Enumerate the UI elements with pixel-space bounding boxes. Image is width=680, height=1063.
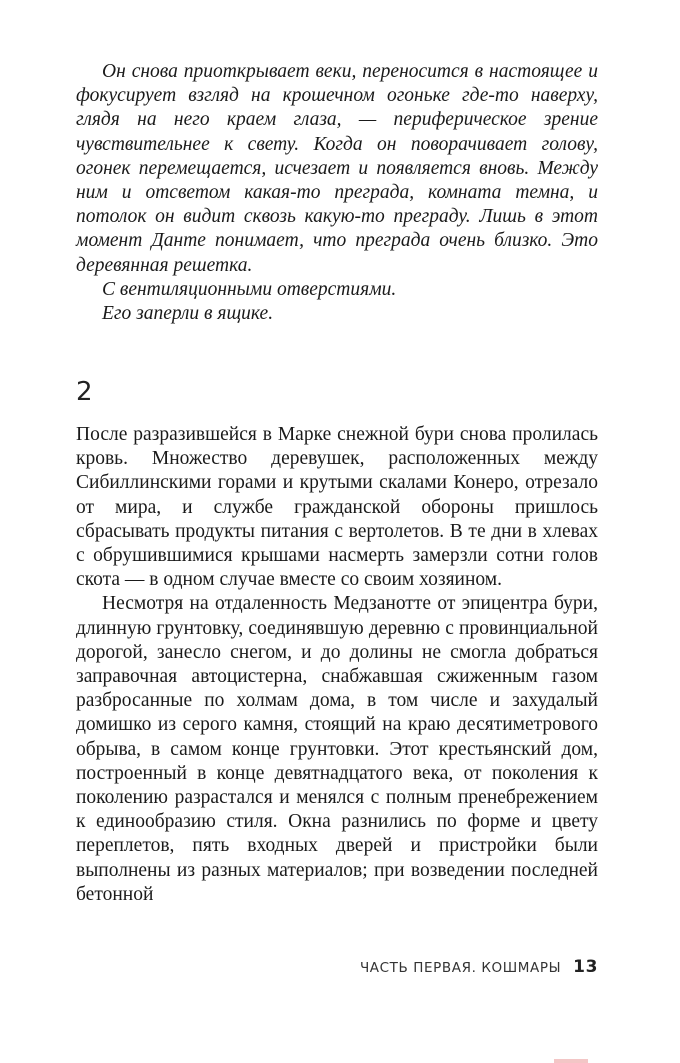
italic-passage	[76, 60, 598, 326]
italic-paragraph: Его заперли в ящике.	[102, 303, 274, 325]
corner-decoration	[554, 1059, 588, 1063]
body-paragraph: После разразившейся в Марке снежной бури снова пролилась кровь. Множество деревушек, расположенных между Сибиллинскими горами и крутыми скалами Конеро, отрезало от мира, и службе гражданской обороны пришлось сбрасывать продукты питания с вертолетов. В те дни в хлевах с обрушившимися крышами насмерть замерзли сотни голов скота — в одном случае вместе со своим хозяином.	[76, 424, 598, 591]
running-title: ЧАСТЬ ПЕРВАЯ. КОШМАРЫ	[359, 960, 562, 976]
italic-paragraph: Он снова приоткрывает веки, переносится в настоящее и фокусирует взгляд на крошечном огоньке где-то наверху, глядя на него краем глаза, — периферическое зрение чувствительнее к свету. Когда он поворачивает голову, огонек перемещается, исчезает и появляется вновь. Между ним и отсветом какая-то преграда, комната темна, и потолок он видит сквозь какую-то преграду. Лишь в этот момент Данте понимает, что преграда очень близко. Это деревянная решетка.	[76, 61, 598, 276]
body-paragraph: Несмотря на отдаленность Медзанотте от эпицентра бури, длинную грунтовку, соединявшую деревню с провинциальной дорогой, занесло снегом, и до долины не смогла добраться заправочная автоцистерна, снабжавшая сжиженным газом разбросанные по холмам дома, в том числе и захудалый домишко из серого камня, стоящий на краю десятиметрового обрыва, в самом конце грунтовки. Этот крестьянский дом, построенный в конце девятнадцатого века, от поколения к поколению разрастался и менялся с полным пренебрежением к единообразию стиля. Окна разнились по форме и цвету переплетов, пять входных дверей и пристройки были выполнены из разных материалов; при возведении последней бетонной	[76, 593, 598, 905]
page-footer	[300, 957, 598, 977]
page-number: 13	[573, 957, 598, 977]
chapter-number: 2	[76, 377, 94, 407]
body-text	[76, 423, 598, 907]
italic-paragraph: С вентиляционными отверстиями.	[102, 278, 397, 300]
